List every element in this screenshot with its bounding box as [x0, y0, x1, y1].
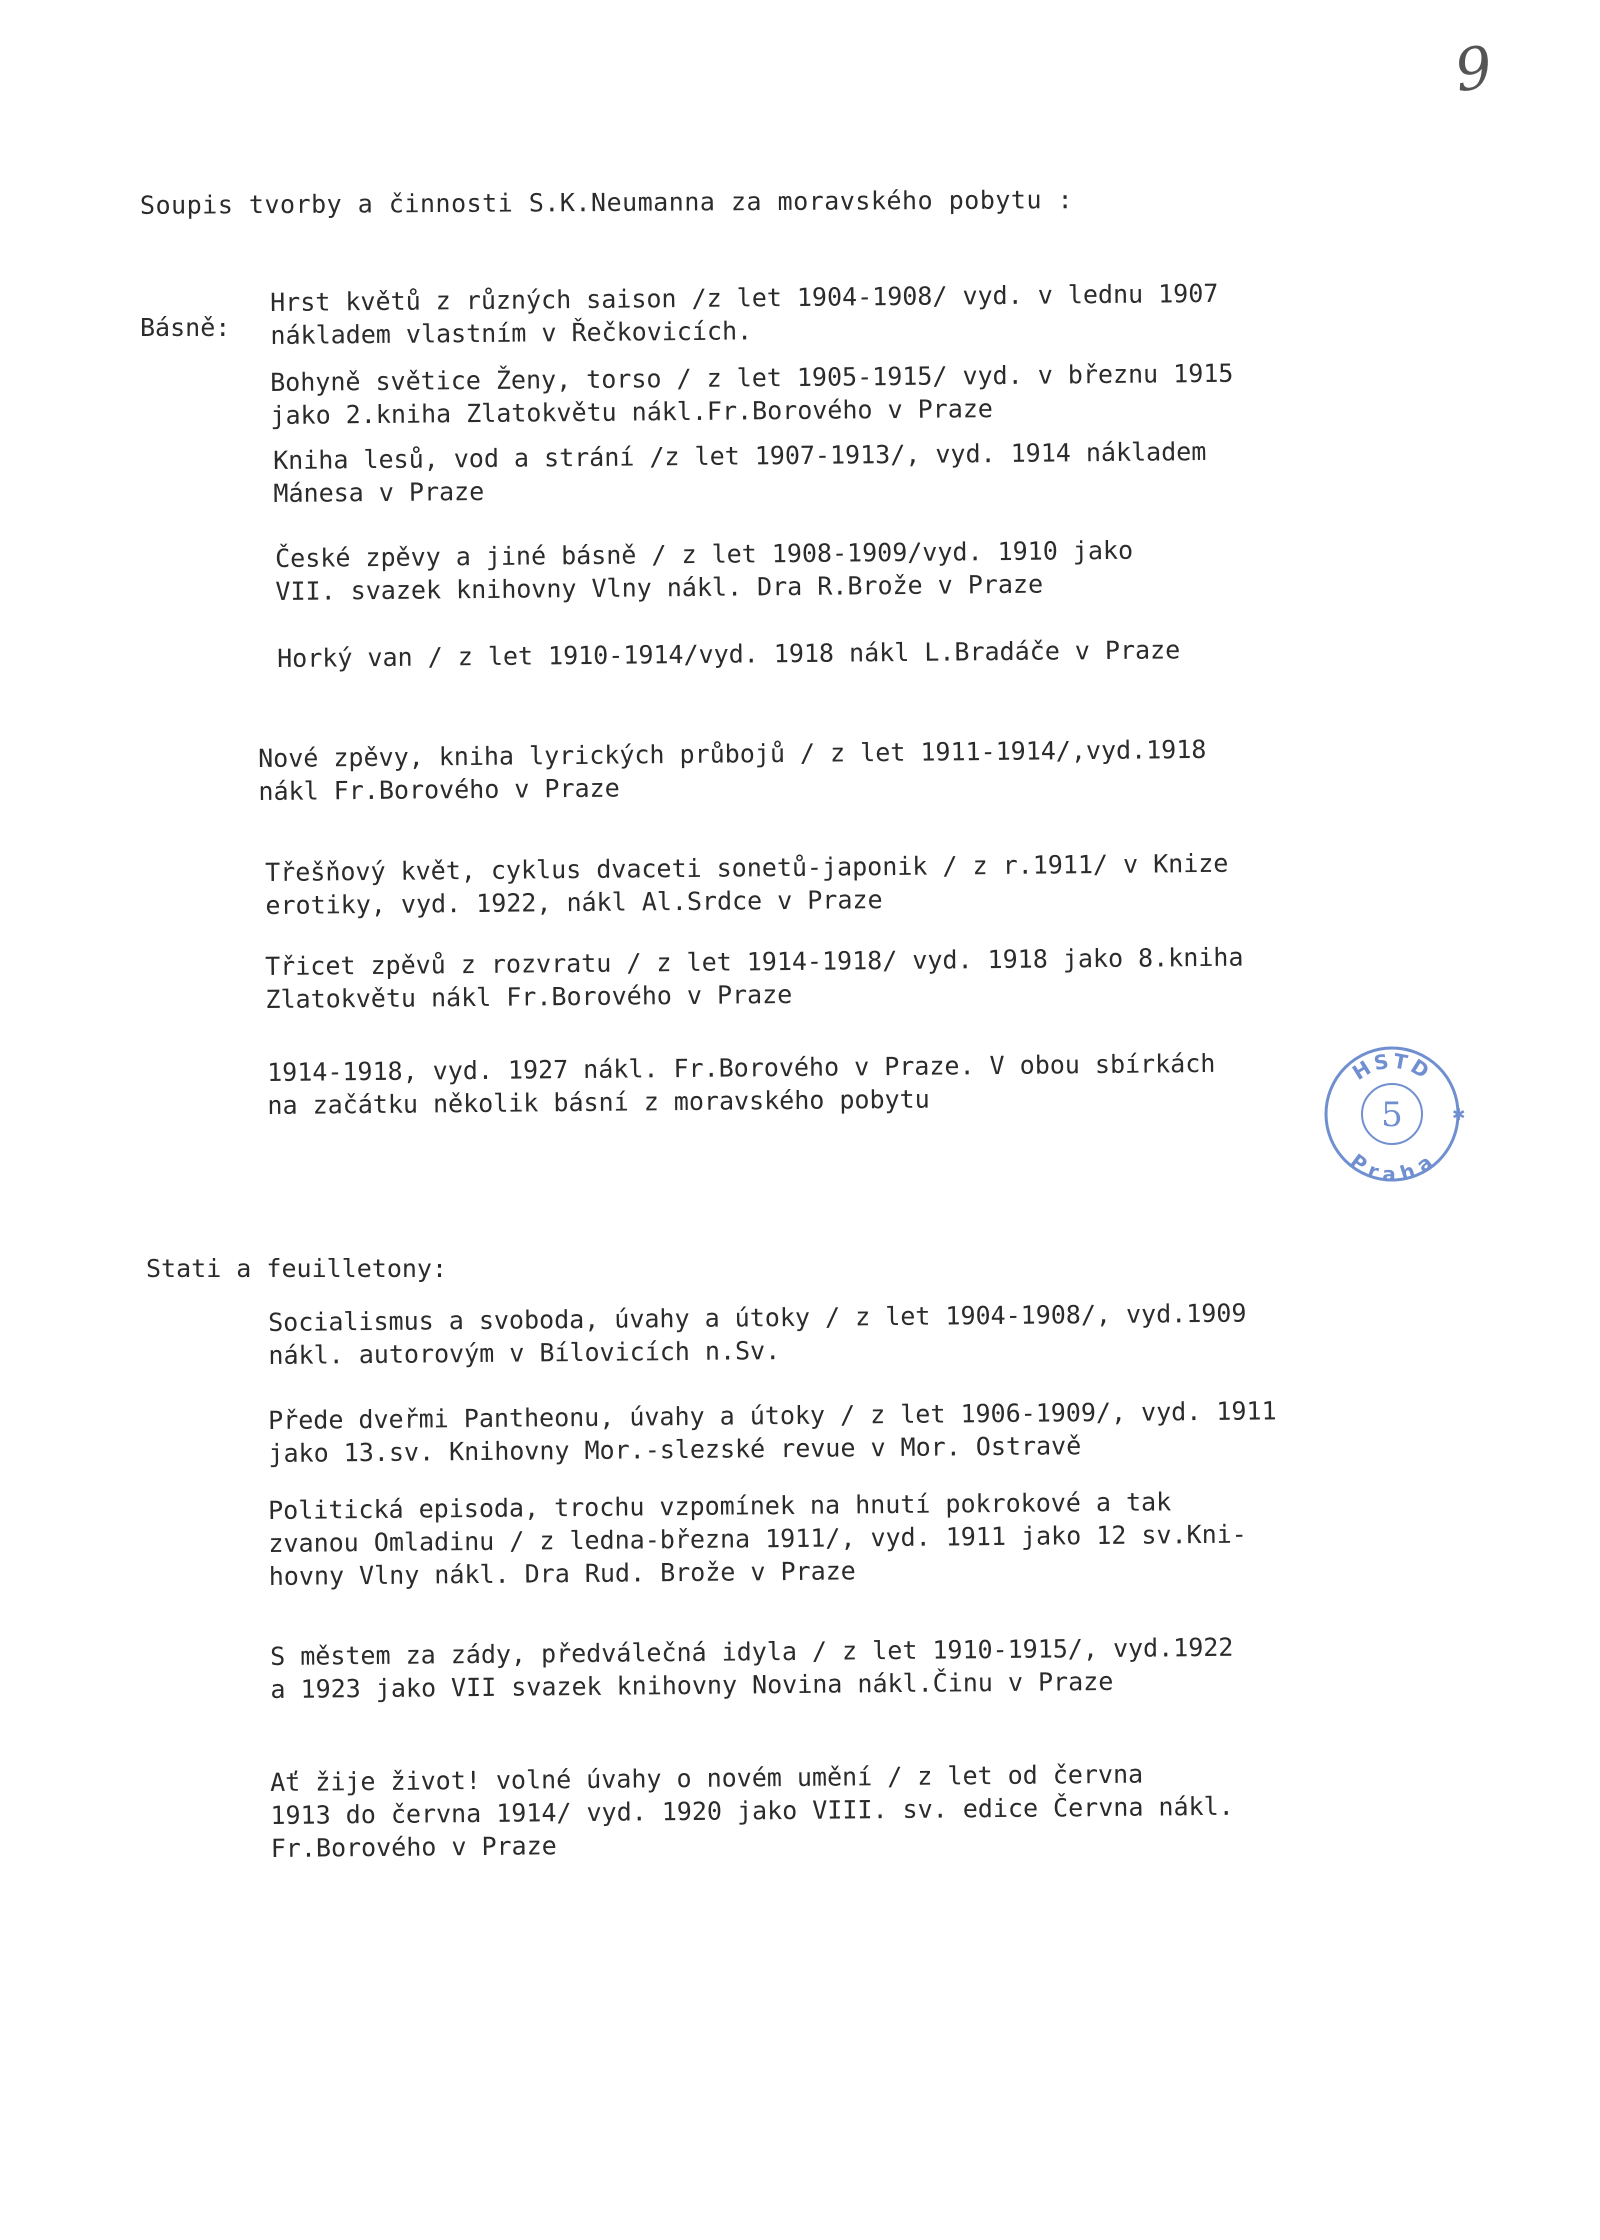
- stamp-number: 5: [1381, 1095, 1403, 1135]
- entry-line: 1913 do června 1914/ vyd. 1920 jako VIII. sv. edice Června nákl.: [270, 1791, 1234, 1830]
- entry-line: Kniha lesů, vod a strání /z let 1907-1913/, vyd. 1914 nákladem: [273, 437, 1207, 475]
- entry-line: Hrst květů z různých saison /z let 1904-1908/ vyd. v lednu 1907: [270, 278, 1219, 317]
- entry-basne-1: [270, 277, 1219, 352]
- entry-line: S městem za zády, předválečná idyla / z let 1910-1915/, vyd.1922: [270, 1632, 1234, 1671]
- entry-stati-2: [268, 1394, 1277, 1470]
- entry-line: zvanou Omladinu / z ledna-března 1911/, vyd. 1911 jako 12 sv.Kni-: [268, 1519, 1247, 1558]
- entry-line: Fr.Borového v Praze: [270, 1831, 557, 1863]
- entry-basne-8: [265, 941, 1244, 1016]
- entry-basne-2: [270, 357, 1234, 432]
- entry-stati-1: [268, 1297, 1247, 1372]
- archive-stamp: [1318, 1038, 1466, 1186]
- entry-stati-4: [270, 1631, 1234, 1706]
- entry-line: Bohyně světice Ženy, torso / z let 1905-1915/ vyd. v březnu 1915: [270, 358, 1234, 397]
- entry-line: Mánesa v Praze: [273, 476, 485, 508]
- entry-line: jako 13.sv. Knihovny Mor.-slezské revue v Mor. Ostravě: [268, 1431, 1082, 1468]
- stamp-star-icon: ✱: [1452, 1105, 1466, 1124]
- entry-basne-6: [258, 733, 1207, 808]
- section-label-basne: Básně:: [140, 313, 231, 342]
- entry-line: a 1923 jako VII svazek knihovny Novina nákl.Činu v Praze: [270, 1666, 1114, 1704]
- entry-line: Ať žije život! volné úvahy o novém umění / z let od června: [270, 1759, 1144, 1797]
- entry-line: VII. svazek knihovny Vlny nákl. Dra R.Brože v Praze: [275, 569, 1044, 606]
- entry-line: České zpěvy a jiné básně / z let 1908-1909/vyd. 1910 jako: [275, 535, 1134, 573]
- section-label-stati: Stati a feuilletony:: [146, 1254, 448, 1283]
- entry-line: hovny Vlny nákl. Dra Rud. Brože v Praze: [268, 1556, 856, 1591]
- entry-line: Zlatokvětu nákl Fr.Borového v Praze: [265, 979, 793, 1014]
- entry-basne-7: [265, 847, 1229, 922]
- entry-basne-9: [267, 1047, 1216, 1122]
- entry-stati-5: [270, 1757, 1234, 1865]
- entry-line: Socialismus a svoboda, úvahy a útoky / z let 1904-1908/, vyd.1909: [268, 1298, 1247, 1337]
- entry-basne-3: [273, 435, 1207, 510]
- stamp-top-text: HSTD: [1348, 1048, 1436, 1085]
- page-number: 9: [1450, 32, 1497, 106]
- entry-line: Politická episoda, trochu vzpomínek na hnutí pokrokové a tak: [268, 1487, 1172, 1525]
- entry-line: Přede dveřmi Pantheonu, úvahy a útoky / z let 1906-1909/, vyd. 1911: [268, 1396, 1277, 1435]
- entry-line: jako 2.kniha Zlatokvětu nákl.Fr.Borového v Praze: [270, 394, 994, 430]
- entry-line: nákl. autorovým v Bílovicích n.Sv.: [268, 1336, 781, 1370]
- entry-line: na začátku několik básní z moravského pobytu: [267, 1084, 930, 1120]
- entry-basne-4: [275, 534, 1134, 608]
- entry-line: Třicet zpěvů z rozvratu / z let 1914-1918/ vyd. 1918 jako 8.kniha: [265, 942, 1244, 981]
- stamp-bottom-text: Praha: [1345, 1148, 1439, 1186]
- entry-line: Horký van / z let 1910-1914/vyd. 1918 nákl L.Bradáče v Praze: [277, 635, 1181, 673]
- entry-line: Třešňový květ, cyklus dvaceti sonetů-japonik / z r.1911/ v Knize: [265, 848, 1229, 887]
- entry-basne-5: [277, 633, 1180, 675]
- entry-line: erotiky, vyd. 1922, nákl Al.Srdce v Praze: [265, 885, 883, 920]
- entry-line: Nové zpěvy, kniha lyrických průbojů / z let 1911-1914/,vyd.1918: [258, 734, 1207, 773]
- entry-line: nákl Fr.Borového v Praze: [258, 773, 620, 806]
- entry-line: nákladem vlastním v Řečkovicích.: [270, 316, 753, 350]
- entry-stati-3: [268, 1485, 1247, 1593]
- document-title: Soupis tvorby a činnosti S.K.Neumanna za moravského pobytu :: [139, 185, 1074, 220]
- entry-line: 1914-1918, vyd. 1927 nákl. Fr.Borového v Praze. V obou sbírkách: [267, 1048, 1216, 1087]
